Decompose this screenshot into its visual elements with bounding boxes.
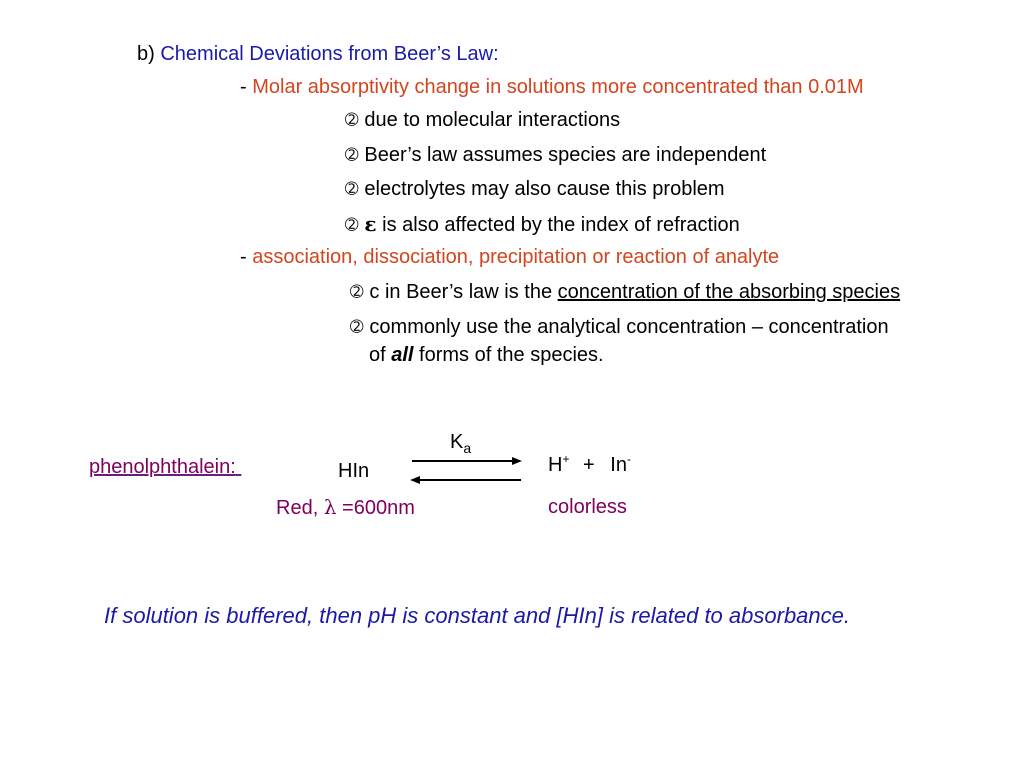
conclusion-text: If solution is buffered, then pH is constant and [HIn] is related to absorbance. (104, 603, 850, 628)
bullet-beers-law-c (350, 280, 900, 306)
bullet-text: is also affected by the index of refraction (382, 214, 740, 236)
in-text: In (610, 454, 627, 476)
epsilon-symbol: ε (364, 212, 377, 236)
bullet-icon: ➁ (350, 284, 364, 301)
section2-dash: - (240, 246, 253, 268)
section1-text: Molar absorptivity change in solutions more concentrated than 0.01M (252, 76, 864, 98)
red-wavelength-label (276, 495, 415, 520)
forward-arrow-shaft (412, 460, 515, 462)
bullet-icon: ➁ (345, 112, 359, 129)
bullet-text: due to molecular interactions (364, 109, 621, 131)
heading-prefix: b) (137, 43, 161, 65)
bullet-icon: ➁ (345, 217, 359, 234)
phenolphthalein-text: phenolphthalein: (89, 456, 236, 478)
bullet-text: Beer’s law assumes species are independent (364, 144, 767, 166)
phenolphthalein-label (89, 455, 241, 479)
bullet-text: commonly use the analytical concentration – concentration (369, 316, 889, 338)
colorless-label: colorless (548, 496, 627, 518)
of-text: of (369, 344, 392, 366)
bullet-refraction (345, 212, 740, 239)
section2-item (240, 245, 779, 269)
bullet-species-independent (345, 143, 766, 169)
bullet-molecular-interactions (345, 108, 620, 134)
red-text: Red, (276, 497, 324, 519)
all-emphasis: all (391, 344, 414, 366)
bullet-text: c in Beer’s law is the (369, 281, 558, 303)
bullet-text: electrolytes may also cause this problem (364, 178, 725, 200)
products (548, 453, 631, 479)
reactant-hin: HIn (338, 460, 370, 482)
reverse-arrow-head (410, 476, 420, 484)
bullet-icon: ➁ (345, 147, 359, 164)
bullet-icon: ➁ (350, 319, 364, 336)
forward-arrow-head (512, 457, 522, 465)
underlined-text: concentration of the absorbing species (557, 281, 901, 303)
forms-text: forms of the species. (413, 344, 604, 366)
heading-title: Chemical Deviations from Beer’s Law: (160, 43, 499, 65)
section1-dash: - (240, 76, 253, 98)
bullet-analytical-concentration (350, 315, 889, 341)
bullet-icon: ➁ (345, 181, 359, 198)
ka-label (450, 430, 471, 455)
in-superscript: - (626, 452, 631, 466)
section1-item (240, 75, 864, 99)
plus-sign: + (583, 454, 595, 476)
h-superscript: + (562, 452, 570, 466)
reverse-arrow-shaft (418, 479, 521, 481)
lambda-symbol: λ (323, 495, 337, 519)
section2-text: association, dissociation, precipitation or reaction of analyte (252, 246, 780, 268)
h-text: H (548, 454, 563, 476)
k-text: K (450, 431, 464, 453)
bullet-electrolytes (345, 177, 725, 203)
bullet-continuation (369, 343, 604, 367)
wavelength-text: =600nm (336, 497, 415, 519)
slide-heading (137, 42, 499, 66)
k-subscript: a (463, 440, 472, 456)
